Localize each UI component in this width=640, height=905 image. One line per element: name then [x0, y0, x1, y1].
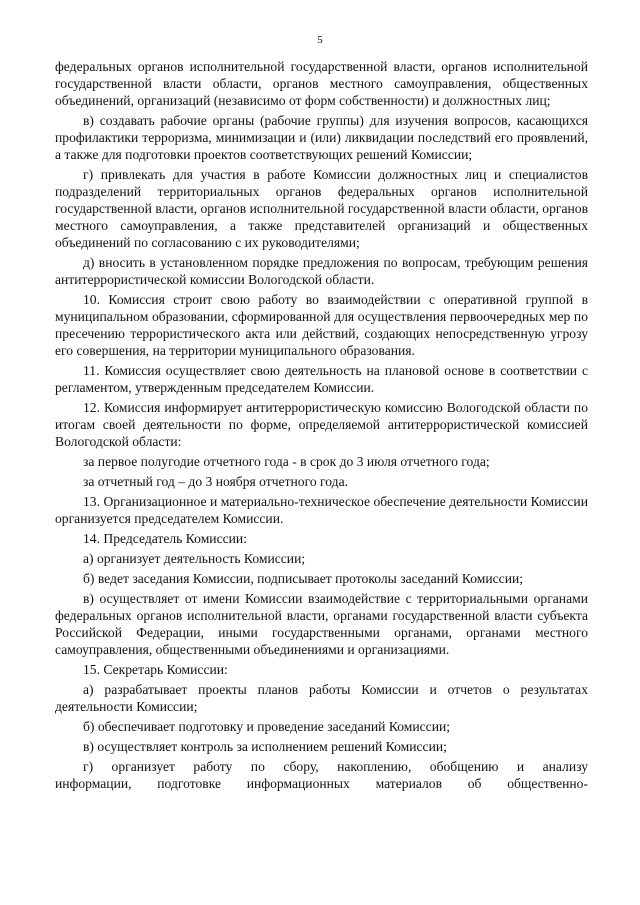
- paragraph-11: 11. Комиссия осуществляет свою деятельность на плановой основе в соответствии с регламентом, утвержденным председателем Комиссии.: [55, 363, 588, 395]
- paragraph-15-g: [55, 758, 588, 792]
- document-body: [55, 58, 588, 792]
- paragraph-14-b: б) ведет заседания Комиссии, подписывает протоколы заседаний Комиссии;: [83, 571, 524, 586]
- paragraph-15-g-line-1: г) организует работу по сбору, накоплению, обобщению и анализу: [83, 759, 588, 774]
- paragraph-continuation: федеральных органов исполнительной государственной власти, органов исполнительной государственной власти области, органов местного самоуправления, общественных объединений, организаций (независимо от форм собственности) и должностных лиц;: [55, 59, 588, 108]
- paragraph-item-g: г) привлекать для участия в работе Комиссии должностных лиц и специалистов подразделений территориальных органов федеральных органов исполнительной государственной власти, органов исполнительной государственной власти области, органов местного самоуправления, а также представителей организаций и общественных объединений по согласованию с их руководителями;: [55, 167, 588, 250]
- paragraph-14-v: в) осуществляет от имени Комиссии взаимодействие с территориальными органами федеральных органов исполнительной власти, органами государственной власти субъекта Российской Федерации, иными государственными органами, органами местного самоуправления, общественными объединениями и организациями.: [55, 591, 588, 657]
- paragraph-14-heading: 14. Председатель Комиссии:: [83, 531, 247, 546]
- paragraph-15-heading: 15. Секретарь Комиссии:: [83, 662, 228, 677]
- paragraph-15-g-line-2: информации, подготовке информационных материалов об общественно-: [55, 776, 588, 791]
- paragraph-15-b: б) обеспечивает подготовку и проведение заседаний Комиссии;: [83, 719, 451, 734]
- paragraph-12: 12. Комиссия информирует антитеррористическую комиссию Вологодской области по итогам своей деятельности по форме, определяемой антитеррористической комиссией Вологодской области:: [55, 400, 588, 449]
- page-number: 5: [317, 34, 323, 46]
- paragraph-14-a: а) организует деятельность Комиссии;: [83, 551, 306, 566]
- paragraph-10: 10. Комиссия строит свою работу во взаимодействии с оперативной группой в муниципальном образовании, сформированной для осуществления первоочередных мер по пресечению террористического акта или действий, создающих непосредственную угрозу его совершения, на территории муниципального образования.: [55, 292, 588, 358]
- paragraph-12-half-year: за первое полугодие отчетного года - в срок до 3 июля отчетного года;: [83, 454, 490, 469]
- paragraph-item-d: д) вносить в установленном порядке предложения по вопросам, требующим решения антитеррористической комиссии Вологодской области.: [55, 255, 588, 287]
- paragraph-15-a: а) разрабатывает проекты планов работы Комиссии и отчетов о результатах деятельности Комиссии;: [55, 682, 588, 714]
- paragraph-item-v: в) создавать рабочие органы (рабочие группы) для изучения вопросов, касающихся профилактики терроризма, минимизации и (или) ликвидации последствий его проявлений, а также для подготовки проектов соответствующих решений Комиссии;: [55, 113, 588, 162]
- paragraph-15-v: в) осуществляет контроль за исполнением решений Комиссии;: [83, 739, 447, 754]
- paragraph-13: 13. Организационное и материально-техническое обеспечение деятельности Комиссии организуется председателем Комиссии.: [55, 494, 588, 526]
- paragraph-12-year: за отчетный год – до 3 ноября отчетного года.: [83, 474, 349, 489]
